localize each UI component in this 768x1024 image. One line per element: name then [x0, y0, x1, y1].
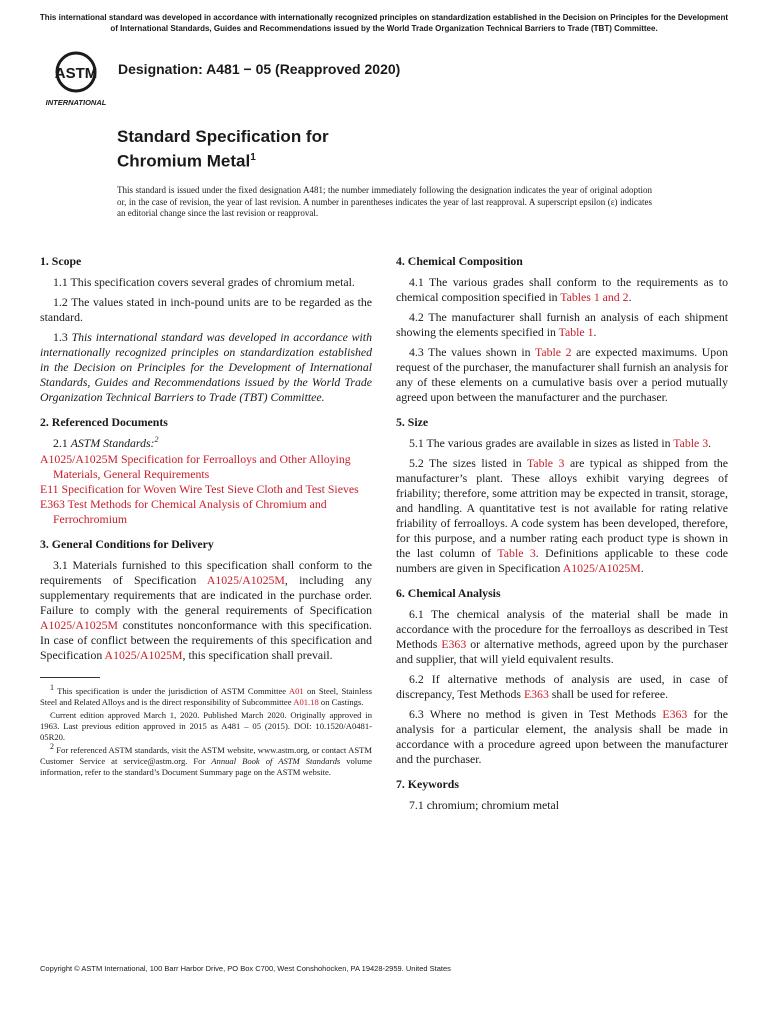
- title-line-2: Chromium Metal: [117, 151, 251, 171]
- section-1-heading: 1. Scope: [40, 254, 82, 268]
- para-1-3: 1.3 This international standard was developed in accordance with internationally recognized principles on standardization established in the Decision on Principles for the Development of International Standards, Guides and Recommendations issued by the World Trade Organization Technical Barriers to Trade (TBT) Committee.: [40, 330, 372, 404]
- astm-logo: [40, 50, 112, 108]
- right-column: [396, 254, 728, 818]
- reference-list: [40, 452, 372, 527]
- link-a1025[interactable]: A1025/A1025M: [562, 561, 641, 575]
- section-6-heading: 6. Chemical Analysis: [396, 586, 501, 600]
- link-a1025-1[interactable]: A1025/A1025M: [206, 573, 285, 587]
- title-footnote-mark: 1: [250, 152, 256, 163]
- section-4-heading: 4. Chemical Composition: [396, 254, 523, 268]
- ref-link-e11[interactable]: E11: [40, 482, 59, 496]
- ref-link-e363[interactable]: E363: [40, 497, 65, 511]
- issued-note: This standard is issued under the fixed designation A481; the number immediately following the designation indicates the year of original adoption or, in the case of revision, the year of last revision. A number in parentheses indicates the year of last reapproval. A superscript epsilon (ε) indicates an editorial change since the last revision or reapproval.: [117, 185, 652, 218]
- link-tables-1-2[interactable]: Tables 1 and 2: [560, 290, 629, 304]
- link-table-1[interactable]: Table 1: [558, 325, 594, 339]
- link-a1025-2[interactable]: A1025/A1025M: [40, 618, 118, 632]
- reference-item: A1025/A1025M Specification for Ferroalloys and Other Alloying Materials, General Requirements: [40, 452, 351, 481]
- section-3-heading: 3. General Conditions for Delivery: [40, 537, 214, 551]
- footnote-1: 1 This specification is under the jurisdiction of ASTM Committee A01 on Steel, Stainless Steel and Related Alloys and is the direct responsibility of Subcommittee A01.18 on Castings.: [40, 683, 372, 707]
- link-table-3[interactable]: Table 3: [526, 456, 565, 470]
- section-7-heading: 7. Keywords: [396, 777, 459, 791]
- footnote-1-edition: Current edition approved March 1, 2020. Published March 2020. Originally approved in 1963. Last previous edition approved in 2015 as A481 – 05 (2015). DOI: 10.1520/A0481-05R20.: [40, 710, 372, 742]
- para-3-1: 3.1 Materials furnished to this specification shall conform to the requirements of Specification A1025/A1025M, including any supplementary requirements that are indicated in the purchase order. Failure to comply with the general requirements of Specification A1025/A1025M constitutes nonconformance with this specification. In case of conflict between the requirements of this specification and Specification A1025/A1025M, this specification shall prevail.: [40, 558, 372, 662]
- logo-letters: ASTM: [54, 65, 98, 82]
- ref-link-a1025[interactable]: A1025/A1025M: [40, 452, 118, 466]
- logo-subtext: INTERNATIONAL: [45, 98, 107, 107]
- para-6-3: 6.3 Where no method is given in Test Methods E363 for the analysis for a particular element, the analysis shall be made in accordance with a procedure agreed upon between the manufacturer and the purchaser.: [396, 707, 728, 766]
- reference-item: E11 Specification for Woven Wire Test Sieve Cloth and Test Sieves: [40, 482, 359, 496]
- page-title: [117, 126, 329, 172]
- para-5-1: 5.1 The various grades are available in sizes as listed in Table 3.: [409, 436, 712, 450]
- link-table-3[interactable]: Table 3: [497, 546, 536, 560]
- link-e363[interactable]: E363: [523, 687, 549, 701]
- top-notice: This international standard was developed in accordance with internationally recognized principles on standardization established in the Decision on Principles for the Development of International Standards, Guides and Recommendations issued by the World Trade Organization Technical Barriers to Trade (TBT) Committee.: [39, 13, 729, 33]
- link-a1025-3[interactable]: A1025/A1025M: [104, 648, 183, 662]
- para-5-2: 5.2 The sizes listed in Table 3 are typical as shipped from the manufacturer’s plant. These alloys exhibit varying degrees of friability; therefore, some attrition may be expected in transit, storage, and handling. A quantitative test is not available for rating relative friability of ferroalloys. A code system has been developed, therefore, for this purpose, and a number rating each product type is shown in the last column of Table 3. Definitions applicable to these code numbers are given in Specification A1025/A1025M.: [396, 456, 728, 575]
- link-a01[interactable]: A01: [288, 686, 304, 696]
- copyright-footer: Copyright © ASTM International, 100 Barr Harbor Drive, PO Box C700, West Conshohocken, PA 19428-2959. United States: [40, 964, 451, 973]
- link-a01-18[interactable]: A01.18: [293, 697, 319, 707]
- link-e363[interactable]: E363: [662, 707, 688, 721]
- title-line-1: Standard Specification for: [117, 127, 329, 146]
- section-5-heading: 5. Size: [396, 415, 429, 429]
- footnote-2: 2 For referenced ASTM standards, visit the ASTM website, www.astm.org, or contact ASTM Customer Service at service@astm.org. For Annual Book of ASTM Standards volume information, refer to the standard’s Document Summary page on the ASTM website.: [40, 742, 372, 777]
- link-table-2[interactable]: Table 2: [534, 345, 572, 359]
- para-6-1: 6.1 The chemical analysis of the material shall be made in accordance with the procedure for the ferroalloys as described in Test Methods E363 or alternative methods, agreed upon by the purchaser and supplier, that will yield equivalent results.: [396, 607, 728, 666]
- para-4-2: 4.2 The manufacturer shall furnish an analysis of each shipment showing the elements specified in Table 1.: [396, 310, 728, 339]
- designation: Designation: A481 − 05 (Reapproved 2020): [118, 61, 401, 77]
- reference-item: E363 Test Methods for Chemical Analysis of Chromium and Ferrochromium: [40, 497, 327, 526]
- para-1-2: 1.2 The values stated in inch-pound units are to be regarded as the standard.: [40, 295, 372, 324]
- link-e363[interactable]: E363: [441, 637, 467, 651]
- link-table-3[interactable]: Table 3: [673, 436, 709, 450]
- para-2-1: 2.1 ASTM Standards:$^2$: [53, 435, 159, 450]
- para-7-1: 7.1 chromium; chromium metal: [409, 798, 560, 812]
- left-column: [40, 254, 372, 780]
- para-4-1: 4.1 The various grades shall conform to the requirements as to chemical composition specified in Tables 1 and 2.: [396, 275, 728, 304]
- section-2-heading: 2. Referenced Documents: [40, 415, 168, 429]
- para-1-1: 1.1 This specification covers several grades of chromium metal.: [53, 275, 355, 289]
- para-6-2: 6.2 If alternative methods of analysis are used, in case of discrepancy, Test Methods E363 shall be used for referee.: [396, 672, 728, 701]
- para-4-3: 4.3 The values shown in Table 2 are expected maximums. Upon request of the purchaser, the manufacturer shall furnish an analysis for any of these elements on a cumulative basis over a period mutually agreed upon between the manufacturer and the purchaser.: [396, 345, 729, 404]
- footnote-divider: [40, 677, 100, 678]
